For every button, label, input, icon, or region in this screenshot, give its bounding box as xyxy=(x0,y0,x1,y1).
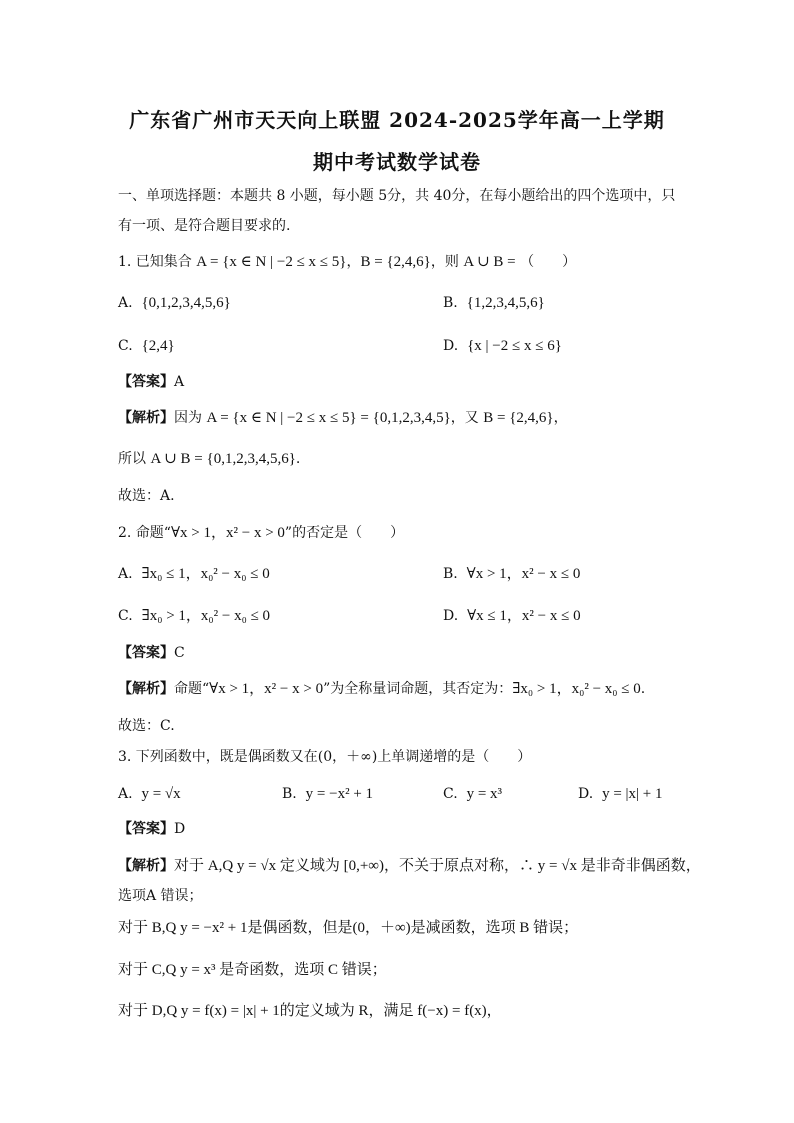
q2-stem-text-a: 2. 命题“ xyxy=(118,525,171,541)
q3-analysis xyxy=(118,856,701,876)
q3-option-b-label: B. xyxy=(282,786,297,802)
q2-analysis-text-b: ”为全称量词命题，其否定为： xyxy=(323,681,513,697)
q1-option-b-label: B. xyxy=(443,295,458,311)
q1-stem-union: A ∪ B = xyxy=(463,254,516,270)
q3-option-c-label: C. xyxy=(443,786,458,802)
q1-analysis xyxy=(118,408,568,428)
q1-analysis-label: 【解析】 xyxy=(118,410,174,426)
q3-option-a xyxy=(118,784,181,804)
q1-analysis-2-text-a: 所以 xyxy=(118,451,151,467)
q2-answer-label: 【答案】 xyxy=(118,645,174,661)
q3-analysis-line-5: 对于 D,Q y = f(x) = |x| + 1的定义域为 R，满足 f(−x) = f(x)， xyxy=(118,1003,502,1019)
q1-option-a xyxy=(118,293,231,313)
q3-analysis-label: 【解析】 xyxy=(118,858,174,874)
q2-option-c-label: C. xyxy=(118,608,133,624)
q1-analysis-text-a: 因为 xyxy=(174,410,207,426)
q3-option-c-text: y = x³ xyxy=(466,786,503,802)
q1-stem-text-b: ， xyxy=(346,254,361,270)
title-line-2: 期中考试数学试卷 xyxy=(313,150,481,174)
q1-answer xyxy=(118,372,184,392)
section-intro-line-2: 有一项、是符合题目要求的. xyxy=(118,218,291,234)
q2-option-b-text: ∀x > 1，x² − x ≤ 0 xyxy=(466,566,581,582)
q2-answer xyxy=(118,643,185,663)
q2-stem-text-b: ”的否定是（ ） xyxy=(284,525,405,541)
q3-option-d-text: y = |x| + 1 xyxy=(602,786,663,802)
q2-analysis xyxy=(118,679,645,699)
q1-analysis-math-a: A = {x ∈ N | −2 ≤ x ≤ 5} = {0,1,2,3,4,5} xyxy=(206,410,451,426)
q2-option-a xyxy=(118,564,270,584)
q1-analysis-text-c: ， xyxy=(553,410,568,426)
q2-analysis-text-c: . xyxy=(640,681,646,697)
q3-answer xyxy=(118,819,185,839)
q1-stem-text-a: 1. 已知集合 xyxy=(118,254,197,270)
q3-analysis-line-4: 对于 C,Q y = x³ 是奇函数，选项 C 错误； xyxy=(118,962,387,978)
q2-stem xyxy=(118,523,404,543)
q1-choose: 故选：A. xyxy=(118,488,175,504)
section-intro-line-1: 一、单项选择题：本题共 8 小题，每小题 5分，共 40分，在每小题给出的四个选项中，只 xyxy=(118,188,676,204)
q1-option-d xyxy=(443,336,562,356)
q3-option-a-label: A. xyxy=(118,786,133,802)
q1-stem-set-b: B = {2,4,6} xyxy=(360,254,431,270)
q1-analysis-text-b: ，又 xyxy=(450,410,484,426)
q1-analysis-2-math: A ∪ B = {0,1,2,3,4,5,6} xyxy=(150,451,296,467)
q1-stem xyxy=(118,252,576,272)
q2-stem-math: ∀x > 1，x² − x > 0 xyxy=(170,525,285,541)
q1-option-a-label: A. xyxy=(118,295,133,311)
q2-option-a-text: ∃x₀ ≤ 1，x₀² − x₀ ≤ 0 xyxy=(141,566,270,582)
q2-option-b-label: B. xyxy=(443,566,458,582)
q2-option-d xyxy=(443,606,581,626)
q1-option-a-text: {0,1,2,3,4,5,6} xyxy=(141,295,231,311)
q3-answer-value: D xyxy=(174,821,186,837)
q1-option-c xyxy=(118,336,175,356)
q1-option-d-label: D. xyxy=(443,338,459,354)
q3-option-c xyxy=(443,784,502,804)
title-line-1: 广东省广州市天天向上联盟 2024-2025学年高一上学期 xyxy=(129,108,665,132)
q1-answer-label: 【答案】 xyxy=(118,374,174,390)
q3-stem: 3. 下列函数中，既是偶函数又在(0，＋∞)上单调递增的是（ ） xyxy=(118,749,532,765)
q1-answer-value: A xyxy=(174,374,185,390)
q3-option-b-text: y = −x² + 1 xyxy=(305,786,374,802)
q1-option-d-text: {x | −2 ≤ x ≤ 6} xyxy=(467,338,562,354)
q1-analysis-2-text-b: . xyxy=(295,451,301,467)
q3-analysis-line-3: 对于 B,Q y = −x² + 1是偶函数，但是(0，＋∞)是减函数，选项 B 错误； xyxy=(118,920,579,936)
q2-analysis-label: 【解析】 xyxy=(118,681,174,697)
q1-option-c-text: {2,4} xyxy=(141,338,175,354)
q2-analysis-math-a: ∀x > 1，x² − x > 0 xyxy=(209,681,324,697)
q1-analysis-2 xyxy=(118,449,300,469)
q1-stem-set-a: A = {x ∈ N | −2 ≤ x ≤ 5} xyxy=(196,254,347,270)
q1-option-b xyxy=(443,293,545,313)
q1-option-b-text: {1,2,3,4,5,6} xyxy=(466,295,545,311)
q2-option-d-label: D. xyxy=(443,608,459,624)
q2-choose: 故选：C. xyxy=(118,718,175,734)
q3-option-d xyxy=(578,784,663,804)
q3-analysis-line-1: 对于 A,Q y = √x 定义域为 [0,+∞)，不关于原点对称，∴ y = √x 是非奇非偶函数， xyxy=(174,858,701,874)
q3-option-d-label: D. xyxy=(578,786,594,802)
q2-option-c xyxy=(118,606,270,626)
q2-analysis-math-b: ∃x₀ > 1，x₀² − x₀ ≤ 0 xyxy=(512,681,641,697)
q1-option-c-label: C. xyxy=(118,338,133,354)
q3-answer-label: 【答案】 xyxy=(118,821,174,837)
q2-option-d-text: ∀x ≤ 1，x² − x ≤ 0 xyxy=(467,608,581,624)
q2-option-c-text: ∃x₀ > 1，x₀² − x₀ ≤ 0 xyxy=(141,608,271,624)
q3-option-b xyxy=(282,784,373,804)
q3-option-a-text: y = √x xyxy=(141,786,181,802)
q1-stem-text-c: ，则 xyxy=(430,254,464,270)
q3-analysis-line-2: 选项A 错误； xyxy=(118,888,203,904)
q2-answer-value: C xyxy=(174,645,185,661)
q1-stem-text-d: （ ） xyxy=(515,254,577,270)
q2-option-b xyxy=(443,564,580,584)
q2-analysis-text-a: 命题“ xyxy=(174,681,210,697)
q1-analysis-math-b: B = {2,4,6} xyxy=(483,410,554,426)
q2-option-a-label: A. xyxy=(118,566,133,582)
